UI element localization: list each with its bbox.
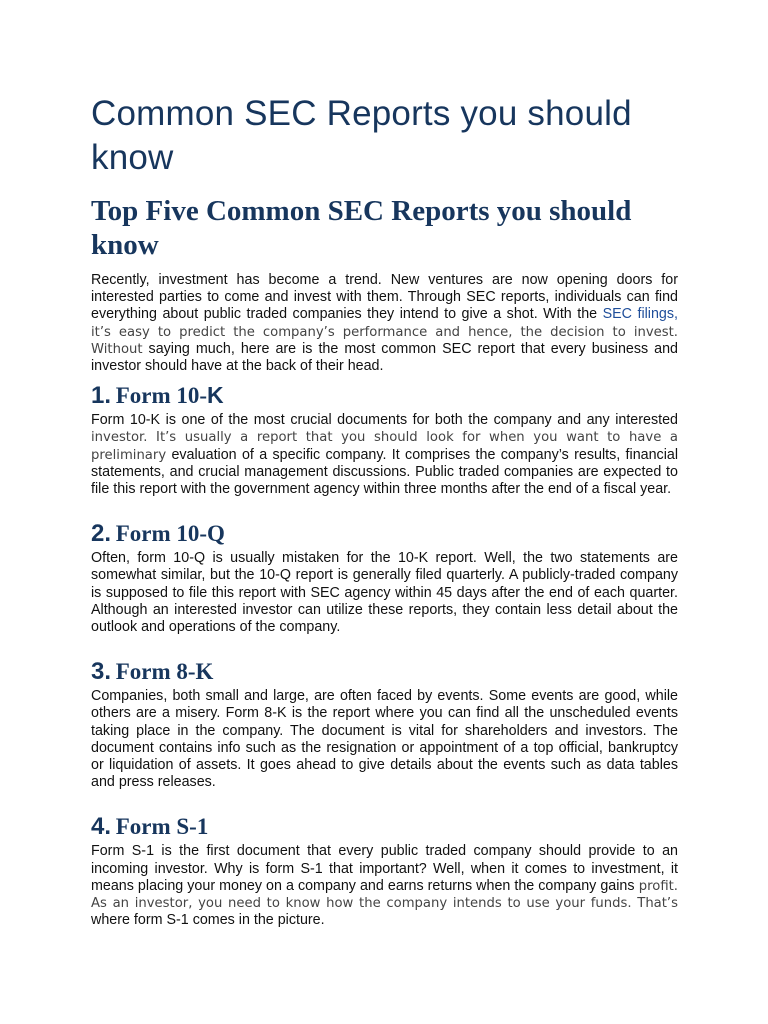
section-heading-form-s1 (91, 813, 678, 843)
section-name: Form S-1 (115, 814, 209, 840)
section-text-part: profit. As an investor, you need to know how the company intends to use your funds. That’s (91, 878, 678, 912)
section-name: Form 10- (115, 383, 208, 409)
section-number: 3. (91, 658, 112, 686)
section-number: 4. (91, 813, 112, 841)
section-number: 1. (91, 382, 112, 410)
section-heading-form-10k (91, 381, 678, 412)
section-text-form-s1 (91, 843, 678, 929)
section-name: Form 10-Q (115, 521, 225, 547)
section-text-form-10q: Often, form 10-Q is usually mistaken for the 10-K report. Well, the two statements are somewhat similar, but the 10-Q report is generally filed quarterly. A publicly-traded company is supposed to file this report with SEC agency within 45 days after the end of each quarter. Although an interested investor can utilize these reports, they contain less detail about the outlook and operations of the company. (91, 550, 678, 636)
section-text-part: Form 10-K is one of the most crucial documents for both the company and any interested (91, 412, 678, 429)
section-heading-form-8k (91, 658, 678, 688)
intro-text-3: saying much, here are is the most common SEC report that every business and investor should have at the back of their head. (91, 340, 678, 375)
intro-paragraph (91, 272, 678, 375)
intro-text-1: Recently, investment has become a trend. New ventures are now opening doors for interested parties to come and invest with them. Through SEC reports, individuals can find everything about public traded companies they intend to give a shot. With the (91, 272, 678, 323)
sec-filings-link[interactable]: SEC filings (602, 306, 675, 323)
intro-comma: , (674, 306, 679, 323)
section-text-part: and crucial management discussions. Public traded companies are expected to file this report with the government agency within three months after the end of a fiscal year. (91, 463, 678, 498)
section-number: 2. (91, 520, 112, 548)
document-page (91, 92, 678, 929)
section-text-form-10k (91, 412, 678, 498)
section-heading-form-10q (91, 520, 678, 550)
section-name: Form 8-K (115, 659, 214, 685)
section-text-form-8k: Companies, both small and large, are often faced by events. Some events are good, while others are a misery. Form 8-K is the report where you can find all the unscheduled events taking place in the company. The document is vital for shareholders and investors. The document contains info such as the resignation or appointment of a top official, bankruptcy or liquidation of assets. It goes ahead to give details about the events such as data tables and press releases. (91, 688, 678, 791)
section-text-part: Form S-1 is the first document that every public traded company should provide to an incoming investor. Why is form S-1 that important? Well, when it comes to investment, it means placing your money on a company and earns returns when the company gains (91, 843, 678, 894)
intro-text-2: it’s easy to predict the company’s performance and hence, the decision to invest. Without (91, 324, 678, 357)
document-title: Common SEC Reports you should know (91, 94, 632, 177)
section-text-part: where form S-1 comes in the picture. (91, 912, 325, 929)
section-text-part: investor. It’s usually a report that you should look for when you want to have a preliminary (91, 430, 678, 463)
section-text-part: evaluation of a specific company. It comprises the company’s results, financial statements, (91, 446, 678, 480)
document-subtitle: Top Five Common SEC Reports you should know (91, 195, 632, 261)
section-name-tail: K (207, 382, 224, 409)
